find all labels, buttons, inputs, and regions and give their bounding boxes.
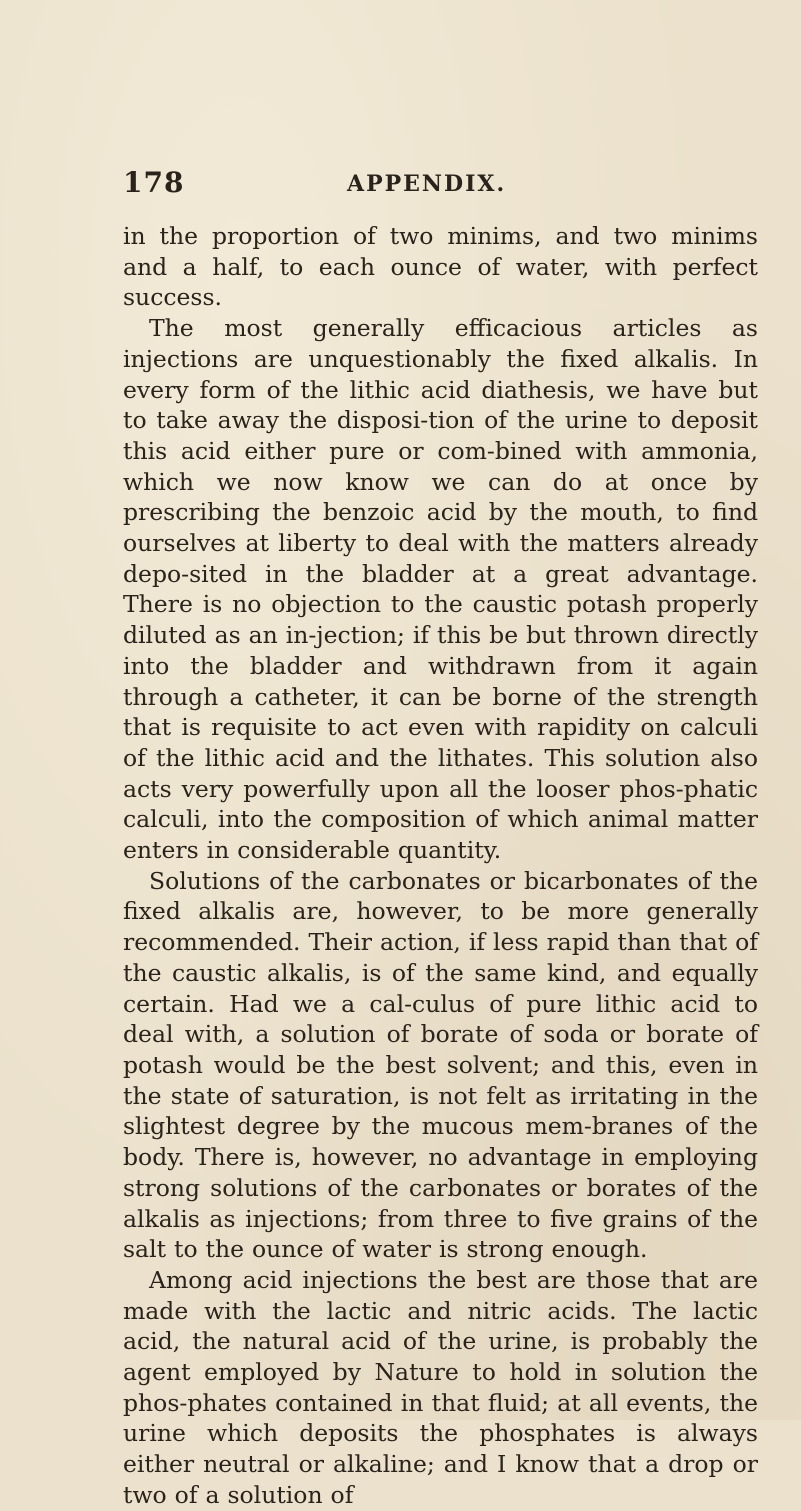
paragraph-carbonate-solutions: Solutions of the carbonates or bicarbonates of the fixed alkalis are, however, to be more generally recommended. Their action, if less rapid than that of the caustic alkalis, is of the same kind, and equally certain. Had we a cal-culus of pure lithic acid to deal with, a solution of borate of soda or borate of potash would be the best solvent; and this, even in the state of saturation, is not felt as irritating in the slightest degree by the mucous mem-branes of the body. There is, however, no advantage in employing strong solutions of the carbonates or borates of the alkalis as injections; from three to five grains of the salt to the ounce of water is strong enough. (123, 866, 758, 1264)
paragraph-acid-injections: Among acid injections the best are those that are made with the lactic and nitric acids. The lactic acid, the natural acid of the urine, is probably the agent employed by Nature to hold in solution the phos-phates contained in that fluid; at all events, the urine which deposits the phosphates is always either neutral or alkaline; and I know that a drop or two of a solution of (123, 1265, 758, 1509)
page-number: 178 (123, 166, 185, 199)
paragraph-alkali-injections: The most generally efficacious articles as injections are unquestionably the fixed alkalis. In every form of the lithic acid diathesis, we have but to take away the disposi-tion of the urine to deposit this acid either pure or com-bined with ammonia, which we now know we can do at once by prescribing the benzoic acid by the mouth, to find ourselves at liberty to deal with the matters already depo-sited in the bladder at a great advantage. There is no objection to the caustic potash properly diluted as an in-jection; if this be but thrown directly into the bladder and withdrawn from it again through a catheter, it can be borne of the strength that is requisite to act even with rapidity on calculi of the lithic acid and the lithates. This solution also acts very powerfully upon all the looser phos-phatic calculi, into the composition of which animal matter enters in considerable quantity. (123, 314, 758, 865)
body-text (123, 221, 758, 1511)
paragraph-continuation: in the proportion of two minims, and two minims and a half, to each ounce of water, with perfect success. (123, 222, 758, 312)
running-title: APPENDIX. (347, 171, 507, 197)
running-head (123, 166, 743, 206)
